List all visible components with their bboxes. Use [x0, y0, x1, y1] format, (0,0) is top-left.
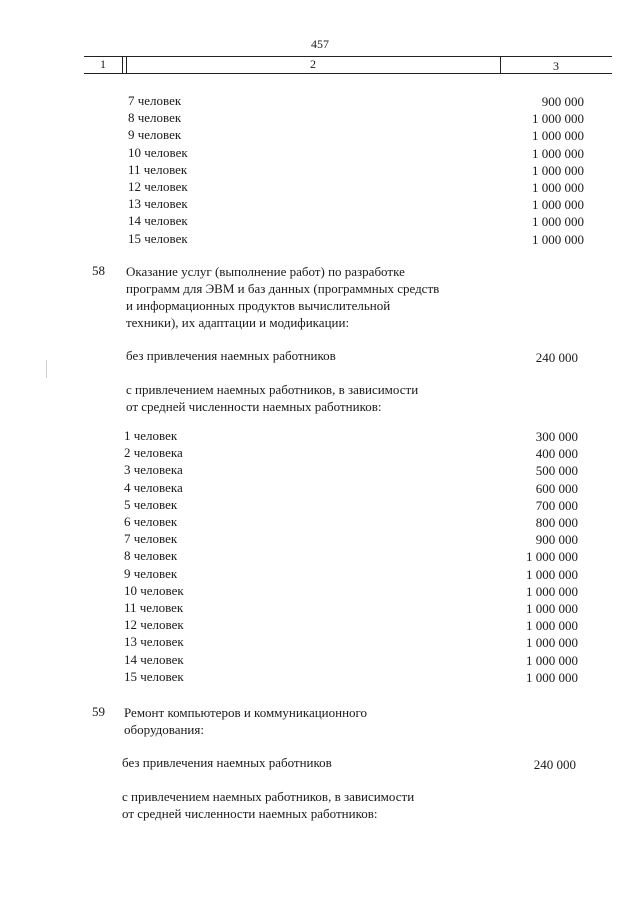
table-row — [0, 548, 640, 565]
row-label: 7 человек — [124, 531, 178, 547]
table-row — [0, 617, 640, 634]
table-row — [0, 514, 640, 531]
row-value: 1 000 000 — [532, 197, 584, 213]
table-row — [0, 480, 640, 497]
row-label: 11 человек — [124, 600, 184, 615]
item-number: 58 — [92, 263, 105, 278]
table-row — [0, 196, 640, 213]
table-row — [0, 566, 640, 583]
table-row — [0, 179, 640, 196]
no-staff-value: 240 000 — [533, 757, 576, 772]
table-row — [0, 213, 640, 230]
row-label: 13 человек — [128, 196, 188, 212]
header-col-2: 2 — [310, 57, 316, 71]
table-row — [0, 231, 640, 248]
page-number: 457 — [311, 37, 329, 51]
table-row — [0, 162, 640, 179]
row-value: 1 000 000 — [526, 669, 578, 685]
row-label: 11 человек — [128, 161, 188, 177]
table-row — [0, 634, 640, 651]
row-label: 10 человек — [128, 144, 188, 160]
table-row — [0, 445, 640, 462]
table-row — [0, 669, 640, 686]
row-label: 8 человек — [124, 548, 178, 564]
no-staff-label: без привлечения наемных работников — [126, 348, 336, 363]
row-value: 900 000 — [535, 532, 578, 548]
no-staff-label: без привлечения наемных работников — [122, 755, 332, 770]
row-label: 3 человека — [124, 462, 183, 478]
item-title: Ремонт компьютеров и коммуникационного оборудования: — [124, 705, 368, 737]
table-row — [0, 652, 640, 669]
row-label: 8 человек — [128, 110, 182, 126]
item-title: Оказание услуг (выполнение работ) по разработке программ для ЭВМ и баз данных (программных средств и информационных продуктов вычислительной техники), их адаптации и модификации: — [126, 264, 440, 330]
header-divider — [122, 56, 123, 74]
table-row — [0, 428, 640, 445]
row-value: 1 000 000 — [532, 145, 584, 161]
row-value: 700 000 — [535, 497, 578, 513]
row-label: 7 человек — [128, 93, 182, 108]
row-label: 15 человек — [128, 230, 188, 246]
row-label: 12 человек — [124, 617, 184, 633]
row-value: 1 000 000 — [526, 601, 578, 616]
table-row — [0, 497, 640, 514]
row-value: 1 000 000 — [532, 111, 584, 127]
row-label: 14 человек — [124, 651, 184, 667]
row-label: 9 человек — [124, 565, 178, 581]
row-label: 4 человека — [124, 479, 183, 495]
no-staff-value: 240 000 — [535, 350, 578, 365]
row-label: 1 человек — [124, 428, 178, 443]
row-value: 300 000 — [535, 429, 578, 444]
scan-mark — [46, 360, 47, 378]
row-label: 13 человек — [124, 634, 184, 650]
table-row — [0, 110, 640, 127]
row-value: 1 000 000 — [532, 162, 584, 178]
table-row — [0, 583, 640, 600]
header-col-1: 1 — [100, 57, 106, 71]
table-row — [0, 145, 640, 162]
with-staff-label: с привлечением наемных работников, в зависимости от средней численности наемных работников: — [122, 789, 415, 821]
row-label: 6 человек — [124, 514, 178, 529]
table-row — [0, 93, 640, 110]
table-row — [0, 531, 640, 548]
row-value: 800 000 — [535, 515, 578, 530]
row-value: 500 000 — [535, 463, 578, 479]
row-label: 10 человек — [124, 582, 184, 598]
table-header — [84, 56, 612, 74]
row-value: 400 000 — [535, 446, 578, 462]
row-label: 15 человек — [124, 668, 184, 684]
row-value: 1 000 000 — [532, 214, 584, 230]
table-row — [0, 127, 640, 144]
row-value: 1 000 000 — [526, 652, 578, 668]
row-value: 600 000 — [535, 480, 578, 496]
row-label: 12 человек — [128, 179, 188, 194]
table-row — [0, 462, 640, 479]
row-value: 1 000 000 — [526, 583, 578, 599]
row-value: 1 000 000 — [532, 128, 584, 144]
with-staff-label: с привлечением наемных работников, в зависимости от средней численности наемных работников: — [126, 382, 419, 414]
row-label: 5 человек — [124, 496, 178, 512]
item-number: 59 — [92, 704, 105, 719]
row-value: 1 000 000 — [526, 549, 578, 565]
row-value: 1 000 000 — [532, 231, 584, 247]
row-value: 1 000 000 — [526, 635, 578, 651]
row-label: 2 человека — [124, 445, 183, 461]
header-col-3: 3 — [553, 59, 559, 73]
row-value: 900 000 — [541, 94, 584, 109]
table-row — [0, 600, 640, 617]
row-label: 14 человек — [128, 213, 188, 229]
row-value: 1 000 000 — [532, 180, 584, 195]
row-value: 1 000 000 — [526, 618, 578, 634]
row-value: 1 000 000 — [526, 566, 578, 582]
row-label: 9 человек — [128, 127, 182, 143]
